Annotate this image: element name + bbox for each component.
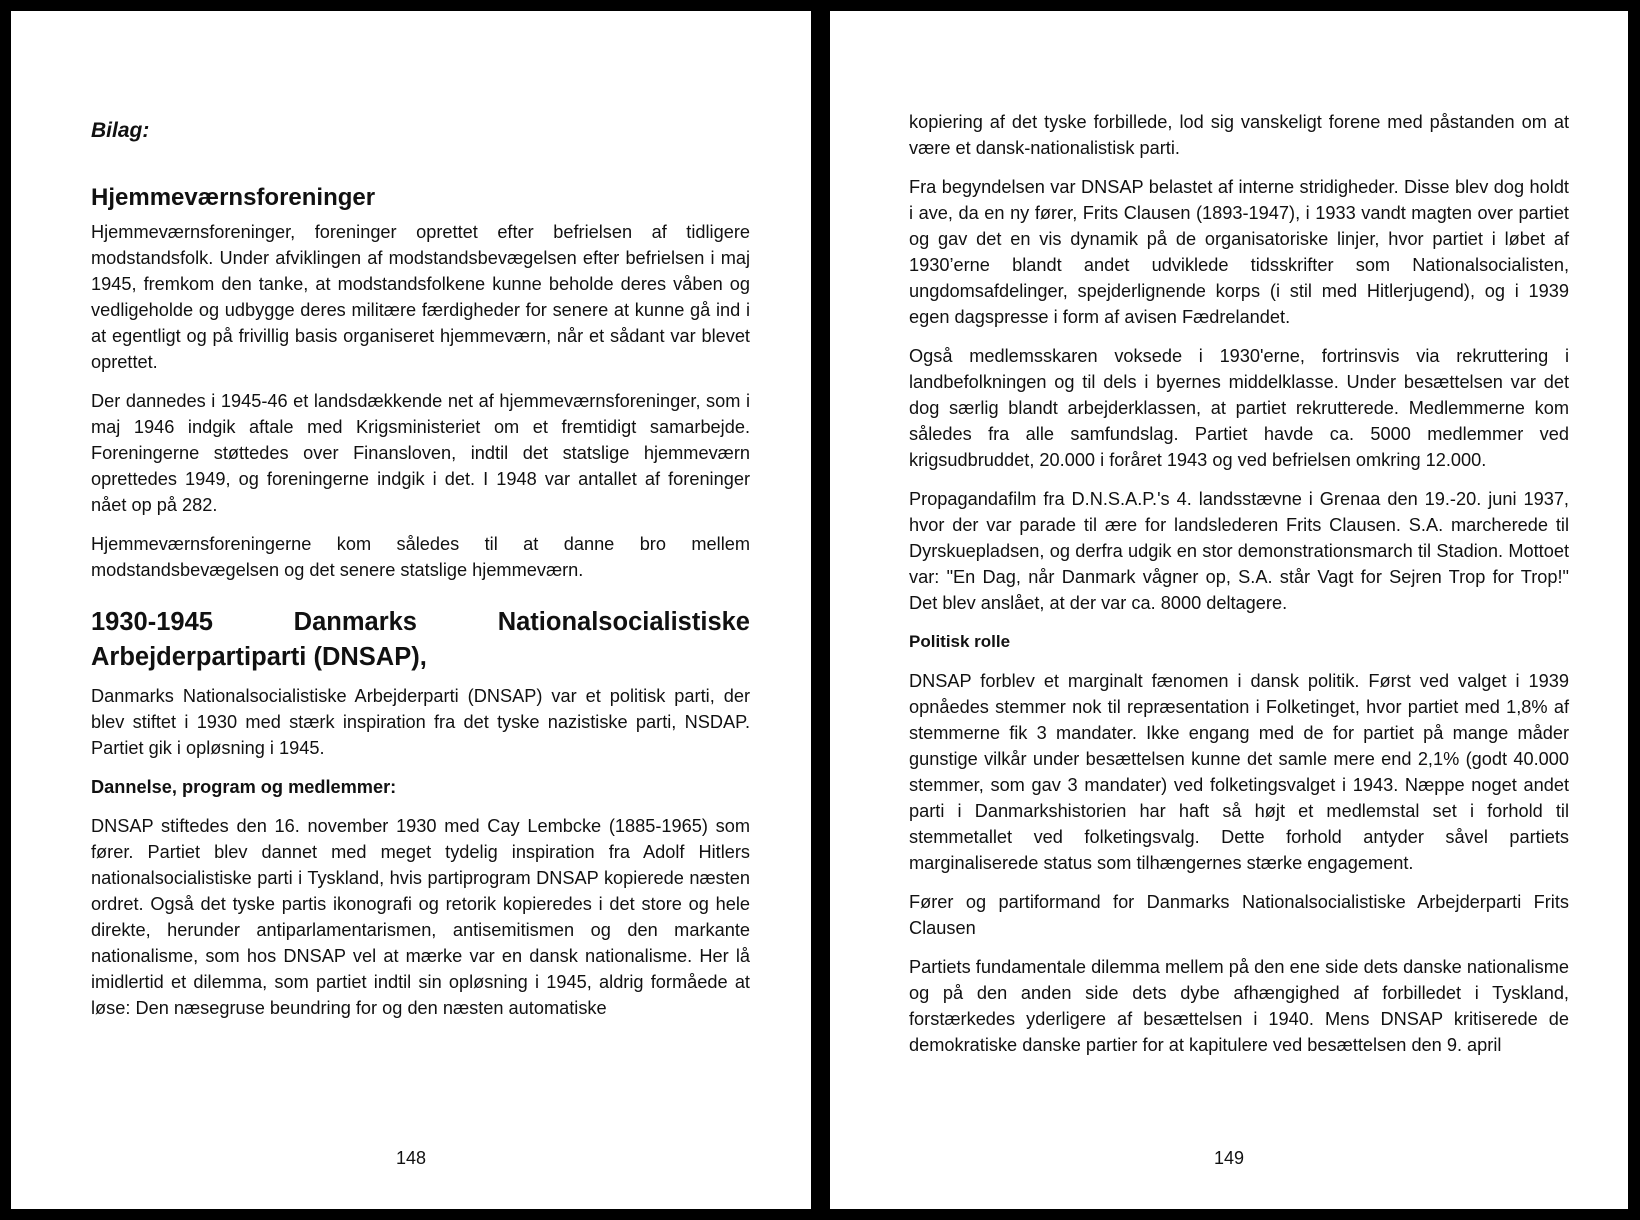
subheading-dannelse: Dannelse, program og medlemmer: <box>91 777 397 797</box>
paragraph: Propagandafilm fra D.N.S.A.P.'s 4. landsstævne i Grenaa den 19.-20. juni 1937, hvor der var parade til ære for landslederen Frits Clausen. S.A. marcherede til Dyrskuepladsen, og derfra udgik en stor demonstrationsmarch til Stadion. Mottoet var: "En Dag, når Danmark vågner op, S.A. står Vagt for Sejren Trop for Trop!" Det blev anslået, at der var ca. 8000 deltagere. <box>909 489 1569 613</box>
paragraph: Også medlemsskaren voksede i 1930'erne, fortrinsvis via rekruttering i landbefolkningen og til dels i byernes middelklasse. Under besættelsen var det dog særlig blandt arbejderklassen, at partiet rekrutterede. Medlemmerne kom således fra alle samfundslag. Partiet havde ca. 5000 medlemmer ved krigsudbruddet, 20.000 i foråret 1943 og ved befrielsen omkring 12.000. <box>909 346 1569 470</box>
right-page <box>830 11 1628 1209</box>
paragraph: DNSAP stiftedes den 16. november 1930 med Cay Lembcke (1885-1965) som fører. Partiet blev dannet med meget tydelig inspiration fra Adolf Hitlers nationalsocialistiske parti i Tyskland, hvis partiprogram DNSAP kopierede næsten ordret. Også det tyske partis ikonografi og retorik kopieredes i det store og hele direkte, herunder antiparlamentarismen, antisemitismen og den markante nationalisme, som hos DNSAP vel at mærke var en dansk nationalisme. Her lå imidlertid et dilemma, som partiet indtil sin opløsning i 1945, aldrig formåede at løse: Den næsegruse beundring for og den næsten automatiske <box>91 816 750 1018</box>
paragraph: Hjemmeværnsforeningerne kom således til at danne bro mellem modstandsbevægelsen og det senere statslige hjemmeværn. <box>91 534 750 580</box>
heading-hjemmevaernsforeninger: Hjemmeværnsforeninger <box>91 184 376 211</box>
paragraph: DNSAP forblev et marginalt fænomen i dansk politik. Først ved valget i 1939 opnåedes stemmer nok til repræsentation i Folketinget, hvor partiet med 1,8% af stemmerne fik 3 mandater. Ikke engang med de for partiet på mange måder gunstige vilkår under besættelsen kunne det samle mere end 2,1% (godt 40.000 stemmer, som gav 3 mandater) ved folketingsvalget i 1943. Næppe noget andet parti i Danmarkshistorien har haft så højt et medlemstal set i forhold til stemmetallet ved folketingsvalg. Dette forhold antyder såvel partiets marginaliserede status som tilhængernes stærke engagement. <box>909 671 1569 873</box>
left-page <box>11 11 811 1209</box>
paragraph: Hjemmeværnsforeninger, foreninger oprettet efter befrielsen af tidligere modstandsfolk. Under afviklingen af modstandsbevægelsen efter befrielsen i maj 1945, fremkom den tanke, at modstandsfolkene kunne beholde deres våben og vedligeholde og udbygge deres militære færdigheder for senere at kunne gå ind i at egentligt og på frivillig basis organiseret hjemmeværn, når et sådant var blevet oprettet. <box>91 222 750 372</box>
page-number: 148 <box>395 1148 427 1168</box>
paragraph: Danmarks Nationalsocialistiske Arbejderparti (DNSAP) var et politisk parti, der blev stiftet i 1930 med stærk inspiration fra det tyske nazistiske parti, NSDAP. Partiet gik i opløsning i 1945. <box>91 686 750 758</box>
heading-dnsap: 1930-1945 Danmarks Nationalsocialistiske Arbejderpartiparti (DNSAP), <box>91 608 750 671</box>
left-page-content <box>91 117 750 1034</box>
subheading-politisk-rolle: Politisk rolle <box>909 632 1011 651</box>
paragraph: Fører og partiformand for Danmarks Nationalsocialistiske Arbejderparti Frits Clausen <box>909 892 1569 938</box>
paragraph: Der dannedes i 1945-46 et landsdækkende net af hjemmeværnsforeninger, som i maj 1946 indgik aftale med Krigsministeriet om et fremtidigt samarbejde. Foreningerne støttedes over Finansloven, indtil det statslige hjemmeværn oprettedes 1949, og foreningerne indgik i det. I 1948 var antallet af foreninger nået op på 282. <box>91 391 750 515</box>
right-page-content <box>909 109 1569 1071</box>
paragraph: Fra begyndelsen var DNSAP belastet af interne stridigheder. Disse blev dog holdt i ave, da en ny fører, Frits Clausen (1893-1947), i 1933 vandt magten over partiet og gav det en vis dynamik på de organisatoriske linjer, hvor partiet i løbet af 1930’erne blandt andet udviklede tidsskrifter som Nationalsocialisten, ungdomsafdelinger, spejderlignende korps (i stil med Hitlerjugend), og i 1939 egen dagspresse i form af avisen Fædrelandet. <box>909 177 1569 327</box>
paragraph: kopiering af det tyske forbillede, lod sig vanskeligt forene med påstanden om at være et dansk-nationalistisk parti. <box>909 112 1569 158</box>
page-number: 149 <box>1213 1148 1245 1168</box>
paragraph: Partiets fundamentale dilemma mellem på den ene side dets danske nationalisme og på den anden side dets dybe afhængighed af forbilledet i Tyskland, forstærkedes yderligere af besættelsen i 1940. Mens DNSAP kritiserede de demokratiske danske partier for at kapitulere ved besættelsen den 9. april <box>909 957 1569 1055</box>
appendix-label: Bilag: <box>91 119 150 142</box>
